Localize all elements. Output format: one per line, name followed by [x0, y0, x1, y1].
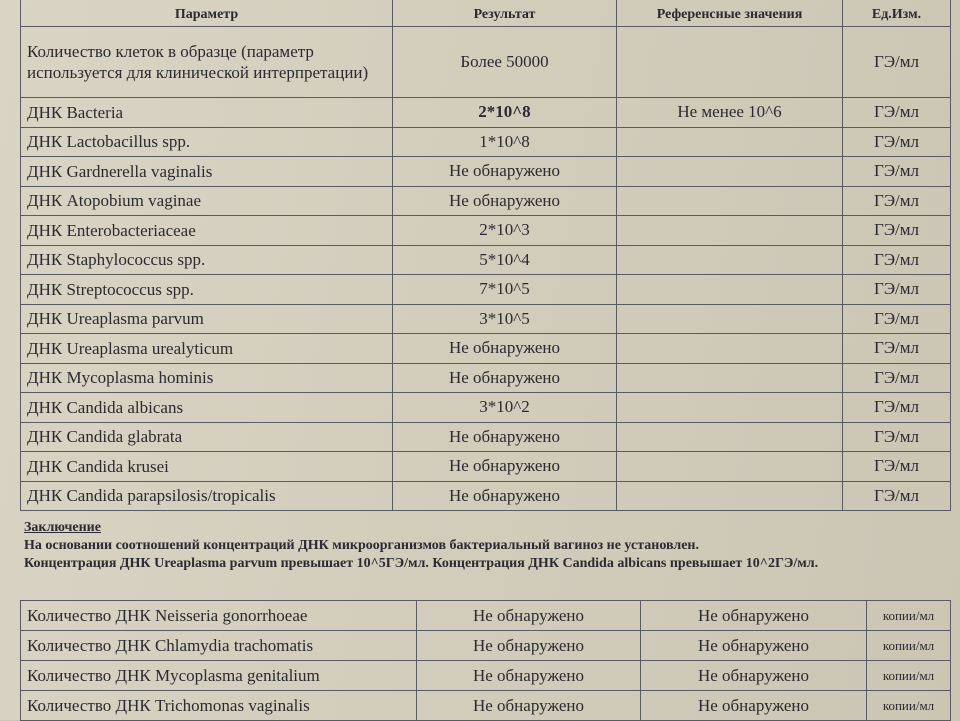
table-row	[21, 186, 951, 216]
param-cell: ДНК Gardnerella vaginalis	[21, 157, 393, 187]
unit-cell: копии/мл	[867, 631, 951, 661]
header-result: Результат	[393, 0, 617, 27]
result-cell: Не обнаружено	[417, 601, 641, 631]
reference-cell	[617, 245, 843, 275]
table-row	[21, 601, 951, 631]
unit-cell: ГЭ/мл	[843, 245, 951, 275]
table-row	[21, 216, 951, 246]
reference-cell	[617, 481, 843, 511]
unit-cell: копии/мл	[867, 601, 951, 631]
unit-cell: ГЭ/мл	[843, 275, 951, 305]
unit-cell: ГЭ/мл	[843, 481, 951, 511]
unit-cell: ГЭ/мл	[843, 27, 951, 98]
unit-cell: ГЭ/мл	[843, 98, 951, 128]
unit-cell: ГЭ/мл	[843, 304, 951, 334]
param-cell: ДНК Candida albicans	[21, 393, 393, 423]
table-row	[21, 422, 951, 452]
param-cell: ДНК Ureaplasma urealyticum	[21, 334, 393, 364]
reference-cell	[617, 334, 843, 364]
result-cell: 5*10^4	[393, 245, 617, 275]
result-cell: Более 50000	[393, 27, 617, 98]
table-row	[21, 691, 951, 721]
reference-cell: Не обнаружено	[641, 691, 867, 721]
result-cell: 2*10^8	[393, 98, 617, 128]
table-row	[21, 334, 951, 364]
result-cell: 3*10^5	[393, 304, 617, 334]
unit-cell: ГЭ/мл	[843, 216, 951, 246]
unit-cell: ГЭ/мл	[843, 363, 951, 393]
param-cell: ДНК Enterobacteriaceae	[21, 216, 393, 246]
sti-table	[20, 600, 951, 721]
reference-cell	[617, 186, 843, 216]
conclusion-section	[24, 519, 944, 573]
result-cell: Не обнаружено	[393, 422, 617, 452]
table-row	[21, 363, 951, 393]
unit-cell: ГЭ/мл	[843, 393, 951, 423]
result-cell: Не обнаружено	[393, 334, 617, 364]
results-table	[20, 0, 951, 511]
reference-cell: Не менее 10^6	[617, 98, 843, 128]
header-unit: Ед.Изм.	[843, 0, 951, 27]
table-row	[21, 393, 951, 423]
results-table-header	[21, 0, 951, 27]
unit-cell: копии/мл	[867, 691, 951, 721]
result-cell: Не обнаружено	[393, 157, 617, 187]
param-cell: Количество ДНК Chlamydia trachomatis	[21, 631, 417, 661]
table-row	[21, 661, 951, 691]
param-cell: ДНК Bacteria	[21, 98, 393, 128]
param-cell: Количество ДНК Trichomonas vaginalis	[21, 691, 417, 721]
result-cell: Не обнаружено	[417, 631, 641, 661]
result-cell: Не обнаружено	[417, 661, 641, 691]
conclusion-title: Заключение	[24, 520, 101, 535]
unit-cell: ГЭ/мл	[843, 157, 951, 187]
param-cell: ДНК Mycoplasma hominis	[21, 363, 393, 393]
result-cell: Не обнаружено	[393, 186, 617, 216]
reference-cell	[617, 363, 843, 393]
result-cell: 1*10^8	[393, 127, 617, 157]
param-cell: ДНК Candida glabrata	[21, 422, 393, 452]
param-cell: ДНК Candida parapsilosis/tropicalis	[21, 481, 393, 511]
param-cell: ДНК Lactobacillus spp.	[21, 127, 393, 157]
reference-cell	[617, 27, 843, 98]
result-cell: 3*10^2	[393, 393, 617, 423]
reference-cell	[617, 422, 843, 452]
reference-cell	[617, 275, 843, 305]
conclusion-line: На основании соотношений концентраций ДНК микроорганизмов бактериальный вагиноз не установлен.	[24, 538, 699, 553]
result-cell: Не обнаружено	[393, 452, 617, 482]
conclusion-line: Концентрация ДНК Ureaplasma parvum превышает 10^5ГЭ/мл. Концентрация ДНК Candida albicans превышает 10^2ГЭ/мл.	[24, 556, 819, 571]
param-cell: ДНК Candida krusei	[21, 452, 393, 482]
unit-cell: ГЭ/мл	[843, 334, 951, 364]
reference-cell: Не обнаружено	[641, 631, 867, 661]
reference-cell	[617, 304, 843, 334]
param-cell: ДНК Streptococcus spp.	[21, 275, 393, 305]
param-cell: Количество клеток в образце (параметр используется для клинической интерпретации)	[21, 27, 393, 98]
param-cell: ДНК Staphylococcus spp.	[21, 245, 393, 275]
result-cell: Не обнаружено	[393, 363, 617, 393]
table-row	[21, 481, 951, 511]
param-cell: Количество ДНК Mycoplasma genitalium	[21, 661, 417, 691]
result-cell: Не обнаружено	[417, 691, 641, 721]
table-row	[21, 27, 951, 98]
table-row	[21, 127, 951, 157]
unit-cell: копии/мл	[867, 661, 951, 691]
table-row	[21, 631, 951, 661]
unit-cell: ГЭ/мл	[843, 186, 951, 216]
header-reference: Референсные значения	[617, 0, 843, 27]
table-row	[21, 275, 951, 305]
reference-cell	[617, 393, 843, 423]
table-row	[21, 157, 951, 187]
result-cell: 7*10^5	[393, 275, 617, 305]
param-cell: Количество ДНК Neisseria gonorrhoeae	[21, 601, 417, 631]
table-row	[21, 245, 951, 275]
reference-cell	[617, 157, 843, 187]
result-cell: 2*10^3	[393, 216, 617, 246]
param-cell: ДНК Ureaplasma parvum	[21, 304, 393, 334]
table-row	[21, 452, 951, 482]
reference-cell: Не обнаружено	[641, 661, 867, 691]
table-row	[21, 98, 951, 128]
header-parameter: Параметр	[21, 0, 393, 27]
unit-cell: ГЭ/мл	[843, 452, 951, 482]
param-cell: ДНК Atopobium vaginae	[21, 186, 393, 216]
table-row	[21, 304, 951, 334]
result-cell: Не обнаружено	[393, 481, 617, 511]
reference-cell	[617, 452, 843, 482]
unit-cell: ГЭ/мл	[843, 127, 951, 157]
reference-cell	[617, 216, 843, 246]
unit-cell: ГЭ/мл	[843, 422, 951, 452]
reference-cell	[617, 127, 843, 157]
reference-cell: Не обнаружено	[641, 601, 867, 631]
